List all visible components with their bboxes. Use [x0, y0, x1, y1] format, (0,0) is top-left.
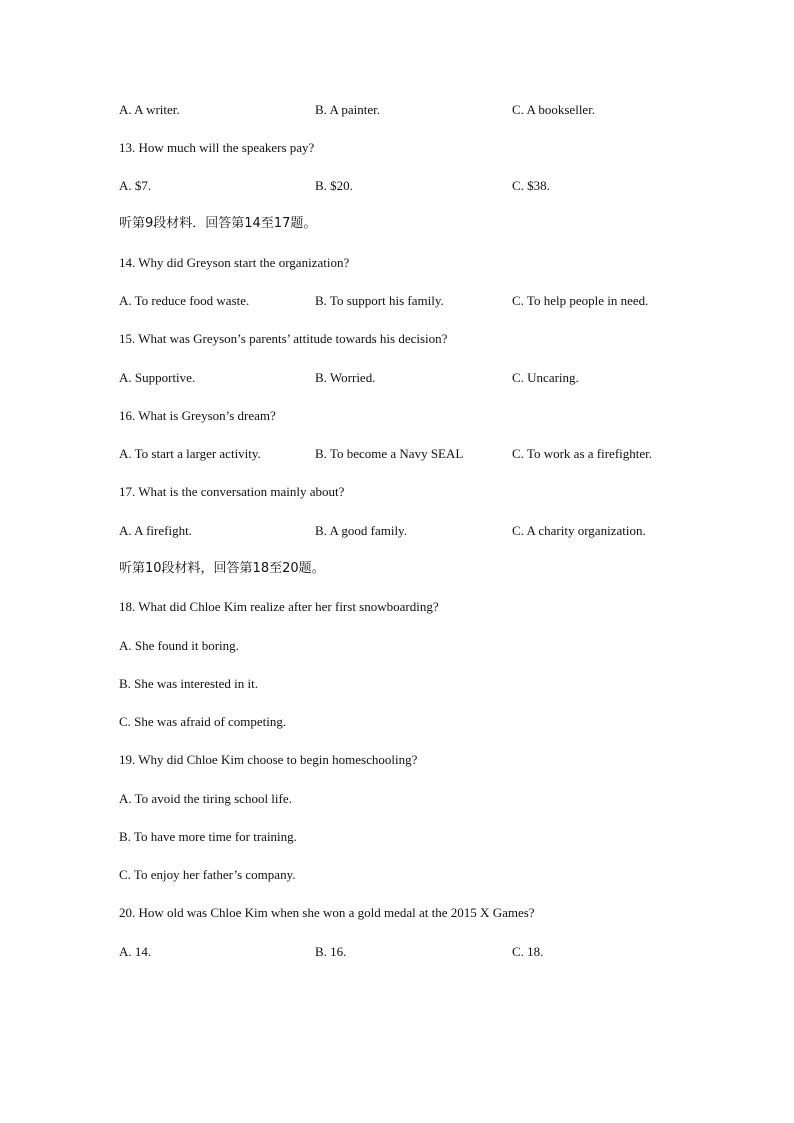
- q13-stem: 13. How much will the speakers pay?: [119, 140, 315, 155]
- q20-option-c: C. 18.: [512, 944, 544, 959]
- q19-option-c: C. To enjoy her father’s company.: [119, 867, 296, 882]
- q16-option-b: B. To become a Navy SEAL: [315, 446, 464, 461]
- q12-option-b: B. A painter.: [315, 102, 380, 117]
- q17-stem: 17. What is the conversation mainly about?: [119, 484, 345, 499]
- q15-option-b: B. Worried.: [315, 370, 376, 385]
- q13-option-b: B. $20.: [315, 178, 353, 193]
- q12-option-c: C. A bookseller.: [512, 102, 596, 117]
- q20-stem: 20. How old was Chloe Kim when she won a gold medal at the 2015 X Games?: [119, 905, 535, 920]
- q19-option-a: A. To avoid the tiring school life.: [119, 791, 292, 806]
- q18-option-a: A. She found it boring.: [119, 638, 239, 653]
- q20-option-b: B. 16.: [315, 944, 347, 959]
- q15-option-a: A. Supportive.: [119, 370, 196, 385]
- q16-option-a: A. To start a larger activity.: [119, 446, 261, 461]
- q18-stem: 18. What did Chloe Kim realize after her first snowboarding?: [119, 599, 439, 614]
- q14-stem: 14. Why did Greyson start the organization?: [119, 255, 350, 270]
- section-9-instruction: 听第9段材料．回答第14至17题。: [119, 216, 317, 231]
- q14-option-a: A. To reduce food waste.: [119, 293, 250, 308]
- q20-option-a: A. 14.: [119, 944, 152, 959]
- q18-option-b: B. She was interested in it.: [119, 676, 259, 691]
- q15-stem: 15. What was Greyson’s parents’ attitude towards his decision?: [119, 331, 448, 346]
- q16-option-c: C. To work as a firefighter.: [512, 446, 653, 461]
- q13-option-c: C. $38.: [512, 178, 550, 193]
- q19-stem: 19. Why did Chloe Kim choose to begin homeschooling?: [119, 752, 418, 767]
- q14-option-b: B. To support his family.: [315, 293, 444, 308]
- section-10-instruction: 听第10段材料，回答第18至20题。: [119, 561, 325, 576]
- q12-option-a: A. A writer.: [119, 102, 180, 117]
- q18-option-c: C. She was afraid of competing.: [119, 714, 287, 729]
- q17-option-a: A. A firefight.: [119, 523, 192, 538]
- q14-option-c: C. To help people in need.: [512, 293, 649, 308]
- q13-option-a: A. $7.: [119, 178, 152, 193]
- q17-option-b: B. A good family.: [315, 523, 407, 538]
- q19-option-b: B. To have more time for training.: [119, 829, 297, 844]
- q17-option-c: C. A charity organization.: [512, 523, 646, 538]
- q15-option-c: C. Uncaring.: [512, 370, 579, 385]
- q16-stem: 16. What is Greyson’s dream?: [119, 408, 276, 423]
